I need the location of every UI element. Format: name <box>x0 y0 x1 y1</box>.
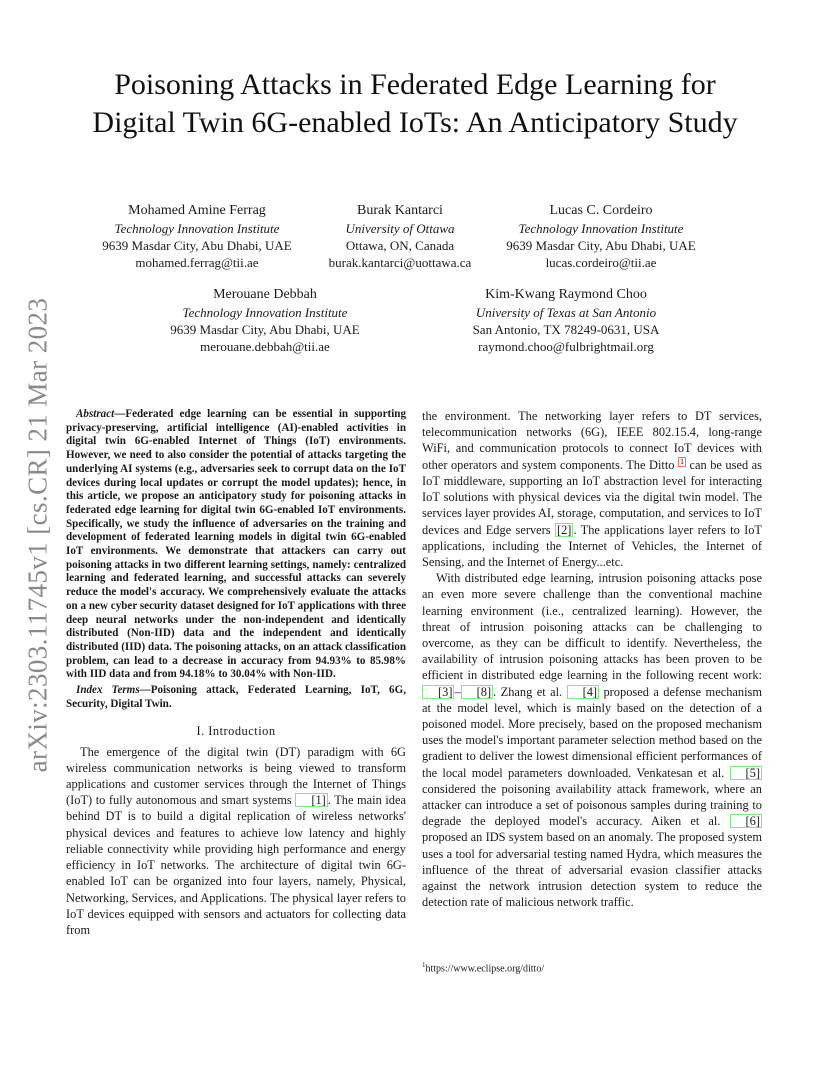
footnote-number: 1 <box>422 961 426 969</box>
author-name: Lucas C. Cordeiro <box>549 203 653 218</box>
abstract-text: —Federated edge learning can be essential in supporting privacy-preserving, artificial intelligence (AI)-enabled activities in digital twin 6G-enabled Internet of Things (IoT) environments. However, we need to also consider the potential of attacks targeting the underlying AI systems (e.g., adversaries seek to corrupt data on the IoT devices during local updates or corrupt the model updates); hence, in this article, we propose an anticipatory study for poisoning attacks in federated edge learning for digital twin 6G-enabled IoT environments. Specifically, we study the influence of adversaries on the training and development of federated learning models in digital twin 6G-enabled IoT environments. We demonstrate that attackers can carry out poisoning attacks in two different learning settings, namely: centralized learning and federated learning, and successful attacks can severely reduce the model's accuracy. We comprehensively evaluate the attacks on a new cyber security dataset designed for IoT applications with three deep neural networks under the non-independent and identically distributed (Non-IID) data and the independent and identically distributed (IID) data. The poisoning attacks, on an attack classification problem, can lead to a decrease in accuracy from 94.93% to 85.98% with IID data and from 94.18% to 30.04% with Non-IID. <box>66 408 406 681</box>
author-email[interactable]: mohamed.ferrag@tii.ae <box>135 255 259 270</box>
author-email[interactable]: burak.kantarci@uottawa.ca <box>328 255 472 270</box>
citation-link[interactable]: [4] <box>567 685 599 699</box>
index-terms-lead: Index Terms <box>76 684 140 697</box>
arxiv-stamp <box>18 0 58 1072</box>
paragraph-text: – <box>454 684 461 699</box>
index-terms-text: —Poisoning attack, Federated Learning, IoT, 6G, Security, Digital Twin. <box>66 684 406 710</box>
author-email[interactable]: merouane.debbah@tii.ae <box>200 339 330 354</box>
arxiv-identifier[interactable]: arXiv:2303.11745v1 [cs.CR] 21 Mar 2023 <box>22 297 53 773</box>
paragraph-text: the environment. The networking layer refers to DT services, telecommunication networks (6G), IEEE 802.15.4, long-range WiFi, and communication protocols to connect IoT devices with other operators and system components. The Ditto <box>422 409 762 472</box>
author-affiliation: Technology Innovation Institute <box>114 221 280 236</box>
citation-link[interactable]: [5] <box>730 766 762 780</box>
right-column <box>422 408 762 910</box>
paragraph-text: . The main idea behind DT is to build a digital replication of wireless networks' physical devices and features to achieve low latency and highly reliable connectivity while providing high performance and energy efficiency in IoT networks. The architecture of digital twin 6G-enabled IoT can be organized into four layers, namely, Physical, Networking, Services, and Applications. The physical layer refers to IoT devices equipped with sensors and actuators for collecting data from <box>66 793 407 937</box>
author-email[interactable]: lucas.cordeiro@tii.ae <box>545 255 657 270</box>
footnote <box>422 959 762 975</box>
paragraph-text: . Zhang et al. <box>493 684 567 699</box>
author-address: 9639 Masdar City, Abu Dhabi, UAE <box>170 322 360 337</box>
paragraph-text: considered the poisoning availability attack framework, where an attacker can introduce a set of poisonous samples during training to degrade the deployed model's accuracy. Aiken et al. <box>422 781 762 829</box>
citation-link[interactable]: [3] <box>422 685 454 699</box>
citation-link[interactable]: [6] <box>730 814 762 828</box>
author-affiliation: University of Texas at San Antonio <box>475 305 657 320</box>
author-block-1 <box>82 202 312 271</box>
section-heading: I. Introduction <box>196 724 276 739</box>
citation-link[interactable]: [2] <box>556 522 572 537</box>
author-name: Mohamed Amine Ferrag <box>128 203 266 218</box>
author-affiliation: Technology Innovation Institute <box>518 221 684 236</box>
author-block-5 <box>448 286 684 355</box>
author-name: Merouane Debbah <box>213 287 317 302</box>
author-name: Kim-Kwang Raymond Choo <box>485 287 647 302</box>
author-name: Burak Kantarci <box>357 203 443 218</box>
abstract-lead: Abstract <box>76 408 115 420</box>
author-address: Ottawa, ON, Canada <box>345 238 455 253</box>
author-affiliation: Technology Innovation Institute <box>182 305 348 320</box>
intro-paragraph <box>66 744 406 938</box>
paragraph-text: The emergence of the digital twin (DT) paradigm with 6G wireless communication networks is being viewed to transform applications and customer services through the Internet of Things (IoT) to fully autonomous and smart systems <box>66 744 406 808</box>
footnote-marker[interactable]: 1 <box>679 456 684 466</box>
paragraph-text: With distributed edge learning, intrusion poisoning attacks pose an even more severe challenge than the conventional machine learning environment (i.e., centralized learning). However, the threat of intrusion poisoning attacks can be challenging to overcome, as they can be difficult to identify. Nevertheless, the availability of intrusion poisoning attacks has been proven to be efficient in distributed edge learning in the following recent work: <box>422 571 762 683</box>
author-block-4 <box>150 286 380 355</box>
abstract <box>66 408 406 682</box>
paragraph-text: proposed an IDS system based on an anomaly. The proposed system uses a tool for adversarial testing named Hydra, which measures the influence of the threat of adversarial evasion classifier attacks against the network intrusion detection system to reduce the detection rate of malicious network traffic. <box>422 830 762 910</box>
left-column <box>66 408 406 938</box>
body-paragraph <box>422 570 762 910</box>
author-email[interactable]: raymond.choo@fulbrightmail.org <box>478 339 654 354</box>
author-affiliation: University of Ottawa <box>345 221 455 236</box>
body-paragraph <box>422 408 762 570</box>
author-address: 9639 Masdar City, Abu Dhabi, UAE <box>506 238 696 253</box>
author-address: 9639 Masdar City, Abu Dhabi, UAE <box>102 238 292 253</box>
paper-title: Poisoning Attacks in Federated Edge Learning for Digital Twin 6G-enabled IoTs: An Anticipatory Study <box>92 68 738 139</box>
index-terms <box>66 684 406 711</box>
citation-link[interactable]: [8] <box>461 685 493 699</box>
paragraph-text: proposed a defense mechanism at the model level, which is mainly based on the detection of a poisoned model. More precisely, based on the proposed mechanism uses the model's important parameter selection method based on the gradient to deliver the lowest dimensional efficient performances of the local model parameters downloaded. Venkatesan et al. <box>422 684 762 780</box>
paragraph-text: can be used as IoT middleware, supporting an IoT abstraction level for interacting IoT solutions with physical devices via the digital twin model. The services layer provides AI, storage, computation, and services to IoT devices and Edge servers <box>422 457 762 537</box>
author-address: San Antonio, TX 78249-0631, USA <box>472 322 660 337</box>
author-block-3 <box>488 202 714 271</box>
footnote-url[interactable]: https://www.eclipse.org/ditto/ <box>425 963 545 975</box>
author-block-2 <box>310 202 490 271</box>
paragraph-text: . The applications layer refers to IoT applications, including the Internet of Vehicles, the Internet of Sensing, and the Internet of Energy...etc. <box>422 522 763 569</box>
citation-link[interactable]: [1] <box>295 793 327 807</box>
